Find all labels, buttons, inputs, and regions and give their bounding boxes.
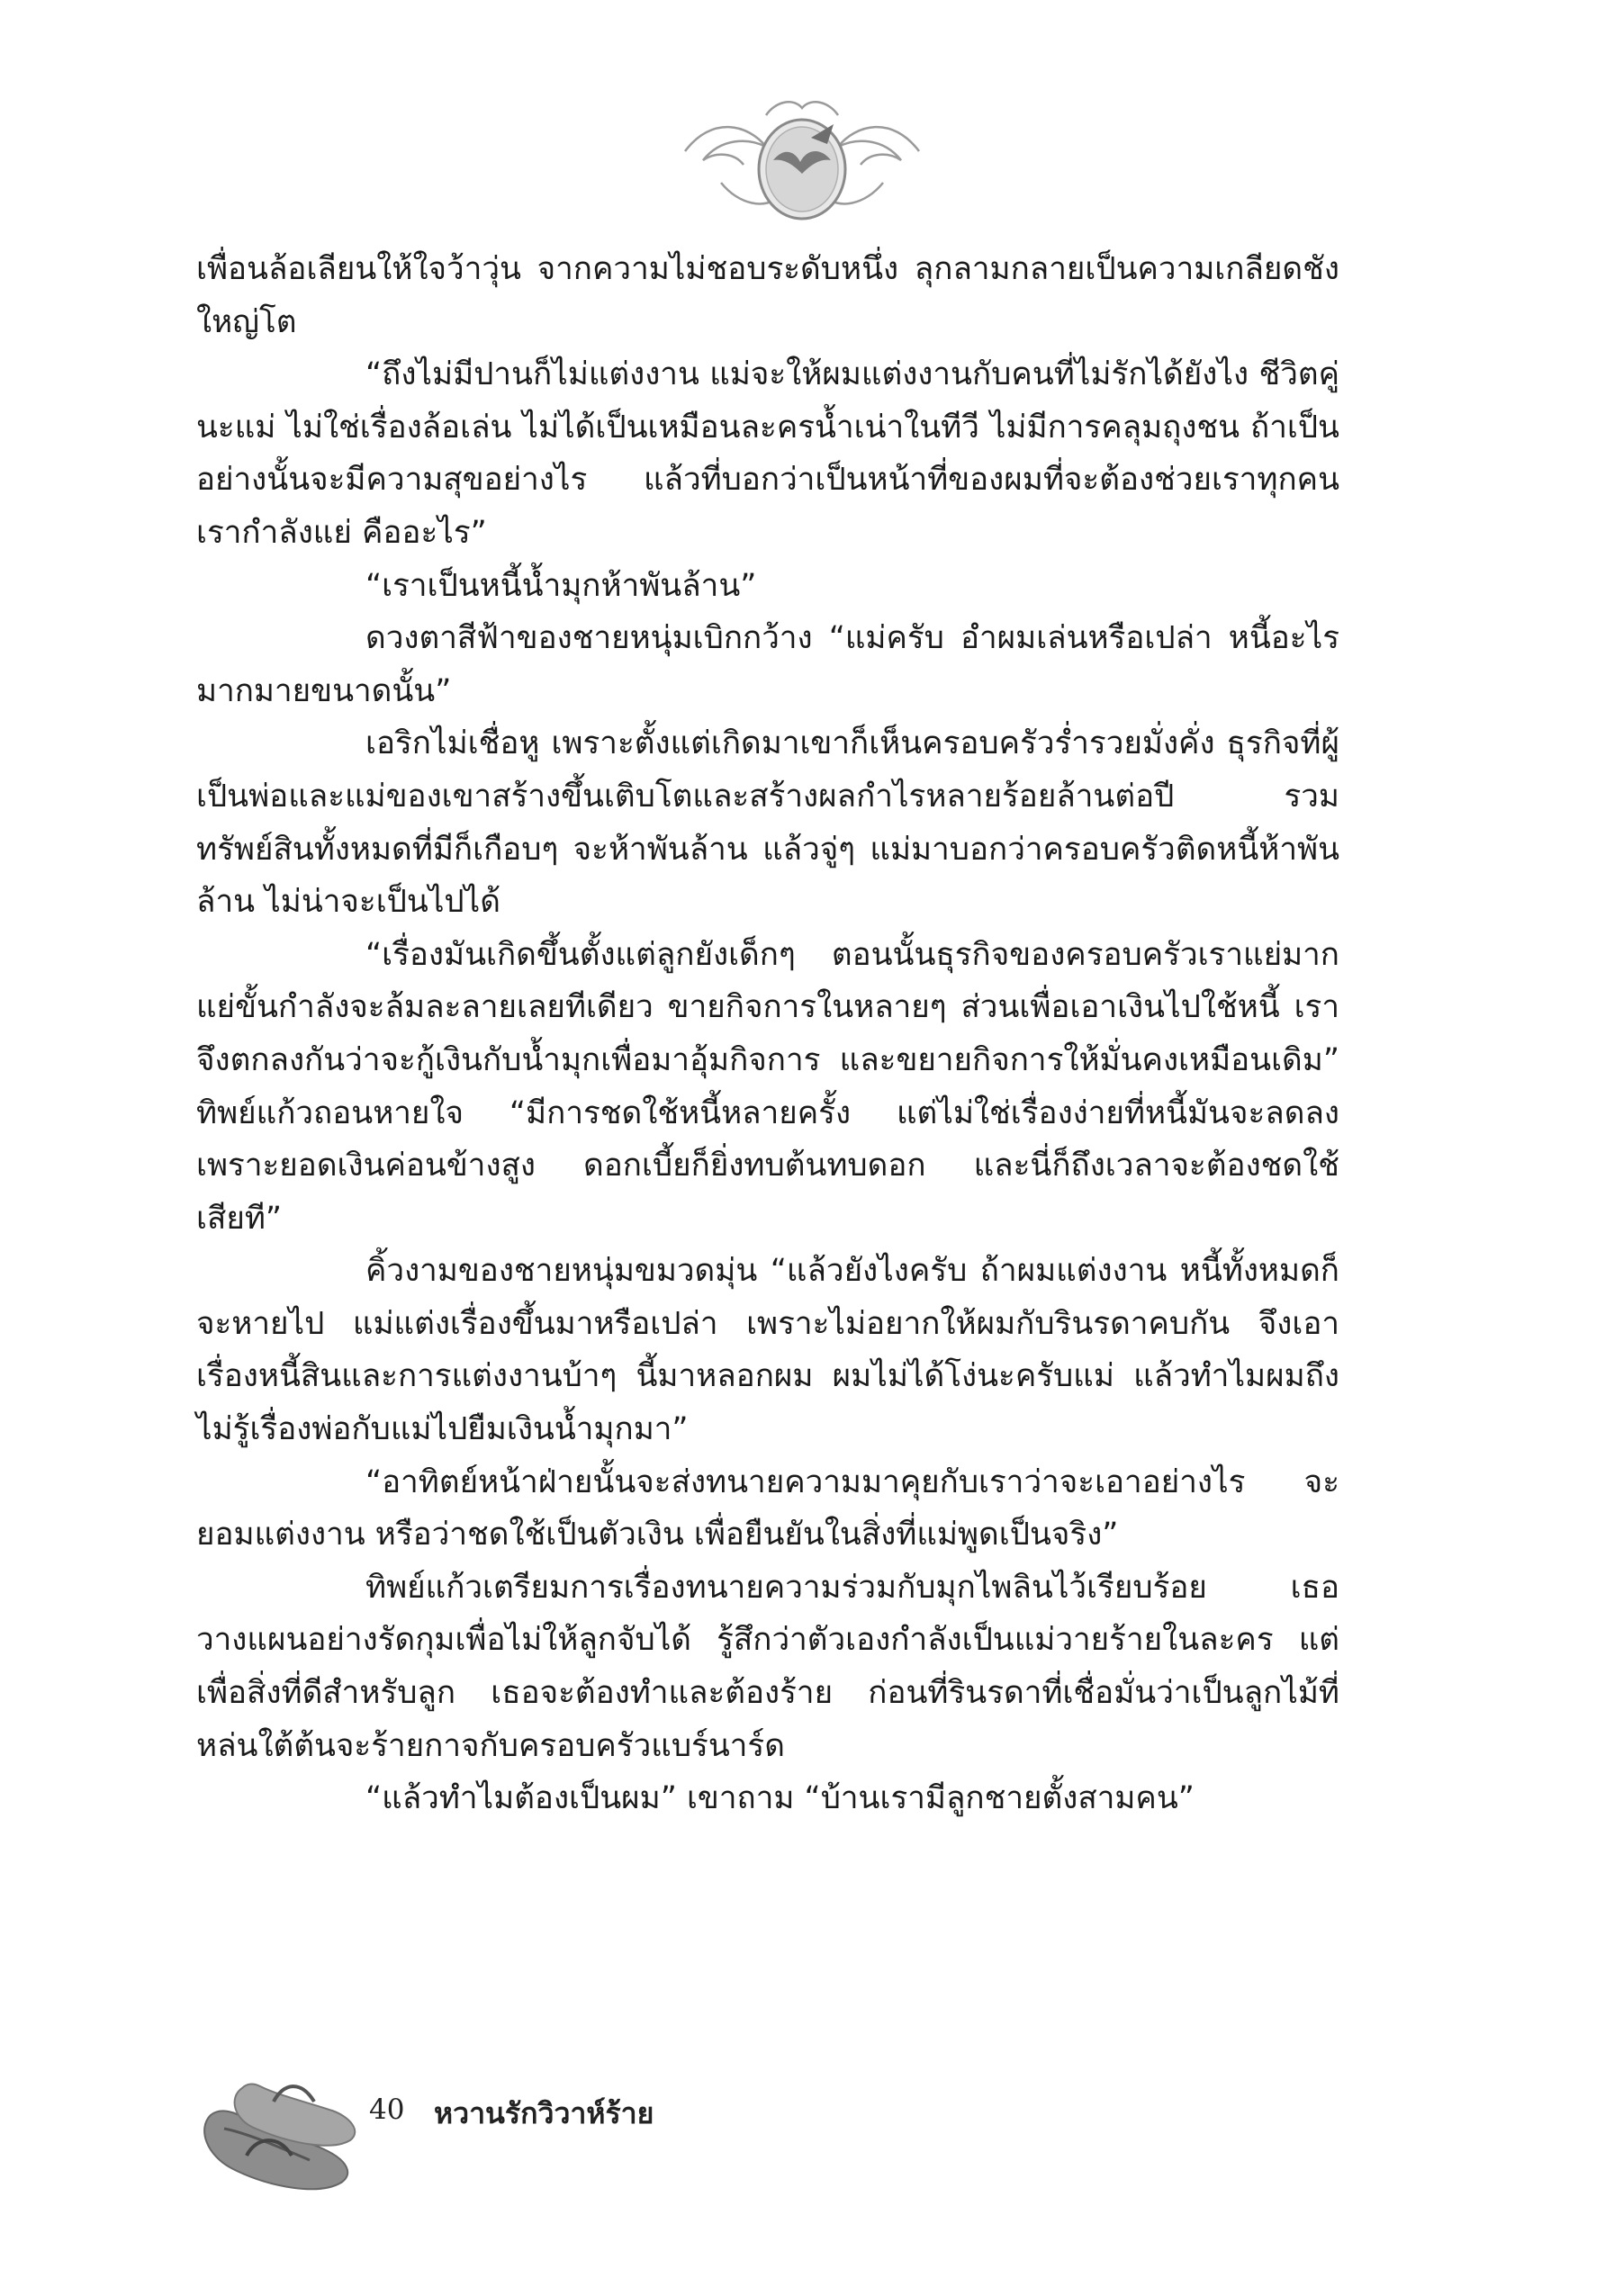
paragraph: คิ้วงามของชายหนุ่มขมวดมุ่น “แล้วยังไงครับ ถ้าผมแต่งงาน หนี้ทั้งหมดก็จะหายไป แม่แต่งเรื่องขึ้นมาหรือเปล่า เพราะไม่อยากให้ผมกับรินรดาคบกัน จึงเอาเรื่องหนี้สินและการแต่งงานบ้าๆ นี้มาหลอกผม ผมไม่ได้โง่นะครับแม่ แล้วทำไมผมถึงไม่รู้เรื่องพ่อกับแม่ไปยืมเงินน้ำมุกมา”: [196, 1253, 1339, 1448]
header-logo: [667, 97, 937, 232]
paragraph: “แล้วทำไมต้องเป็นผม” เขาถาม “บ้านเรามีลูกชายตั้งสามคน”: [365, 1780, 1195, 1817]
paragraph: ทิพย์แก้วเตรียมการเรื่องทนายความร่วมกับมุกไพลินไว้เรียบร้อย เธอวางแผนอย่างรัดกุมเพื่อไม่ให้ลูกจับได้ รู้สึกว่าตัวเองกำลังเป็นแม่วายร้ายในละคร แต่เพื่อสิ่งที่ดีสำหรับลูก เธอจะต้องทำและต้องร้าย ก่อนที่รินรดาที่เชื่อมั่นว่าเป็นลูกไม้ที่หล่นใต้ต้นจะร้ายกาจกับครอบครัวแบร์นาร์ด: [196, 1569, 1339, 1764]
book-title: หวานรักวิวาห์ร้าย: [434, 2096, 654, 2130]
body-text: [196, 243, 1339, 1825]
page-number: 40: [369, 2093, 405, 2126]
paragraph: “อาทิตย์หน้าฝ่ายนั้นจะส่งทนายความมาคุยกับเราว่าจะเอาอย่างไร จะยอมแต่งงาน หรือว่าชดใช้เป็นตัวเงิน เพื่อยืนยันในสิ่งที่แม่พูดเป็นจริง”: [196, 1463, 1339, 1553]
sandals-icon: [193, 2061, 359, 2214]
paragraph: “ถึงไม่มีปานก็ไม่แต่งงาน แม่จะให้ผมแต่งงานกับคนที่ไม่รักได้ยังไง ชีวิตคู่นะแม่ ไม่ใช่เรื่องล้อเล่น ไม่ได้เป็นเหมือนละครน้ำเน่าในทีวี ไม่มีการคลุมถุงชน ถ้าเป็นอย่างนั้นจะมีความสุขอย่างไร แล้วที่บอกว่าเป็นหน้าที่ของผมที่จะต้องช่วยเราทุกคน เรากำลังแย่ คืออะไร”: [196, 356, 1339, 551]
paragraph: ดวงตาสีฟ้าของชายหนุ่มเบิกกว้าง “แม่ครับ อำผมเล่นหรือเปล่า หนี้อะไรมากมายขนาดนั้น”: [196, 620, 1339, 709]
paragraph: เพื่อนล้อเลียนให้ใจว้าวุ่น จากความไม่ชอบระดับหนึ่ง ลุกลามกลายเป็นความเกลียดชังใหญ่โต: [196, 251, 1339, 340]
paragraph: “เราเป็นหนี้น้ำมุกห้าพันล้าน”: [365, 567, 757, 604]
page-footer: [0, 2061, 1605, 2223]
ornament-graphic: [667, 97, 937, 232]
paragraph: เอริกไม่เชื่อหู เพราะตั้งแต่เกิดมาเขาก็เห็นครอบครัวร่ำรวยมั่งคั่ง ธุรกิจที่ผู้เป็นพ่อและแม่ของเขาสร้างขึ้นเติบโตและสร้างผลกำไรหลายร้อยล้านต่อปี รวมทรัพย์สินทั้งหมดที่มีก็เกือบๆ จะห้าพันล้าน แล้วจู่ๆ แม่มาบอกว่าครอบครัวติดหนี้ห้าพันล้าน ไม่น่าจะเป็นไปได้: [196, 725, 1339, 921]
paragraph: “เรื่องมันเกิดขึ้นตั้งแต่ลูกยังเด็กๆ ตอนนั้นธุรกิจของครอบครัวเราแย่มาก แย่ขั้นกำลังจะล้มละลายเลยทีเดียว ขายกิจการในหลายๆ ส่วนเพื่อเอาเงินไปใช้หนี้ เราจึงตกลงกันว่าจะกู้เงินกับน้ำมุกเพื่อมาอุ้มกิจการ และขยายกิจการให้มั่นคงเหมือนเดิม” ทิพย์แก้วถอนหายใจ “มีการชดใช้หนี้หลายครั้ง แต่ไม่ใช่เรื่องง่ายที่หนี้มันจะลดลง เพราะยอดเงินค่อนข้างสูง ดอกเบี้ยก็ยิ่งทบต้นทบดอก และนี่ก็ถึงเวลาจะต้องชดใช้เสียที”: [196, 936, 1339, 1237]
